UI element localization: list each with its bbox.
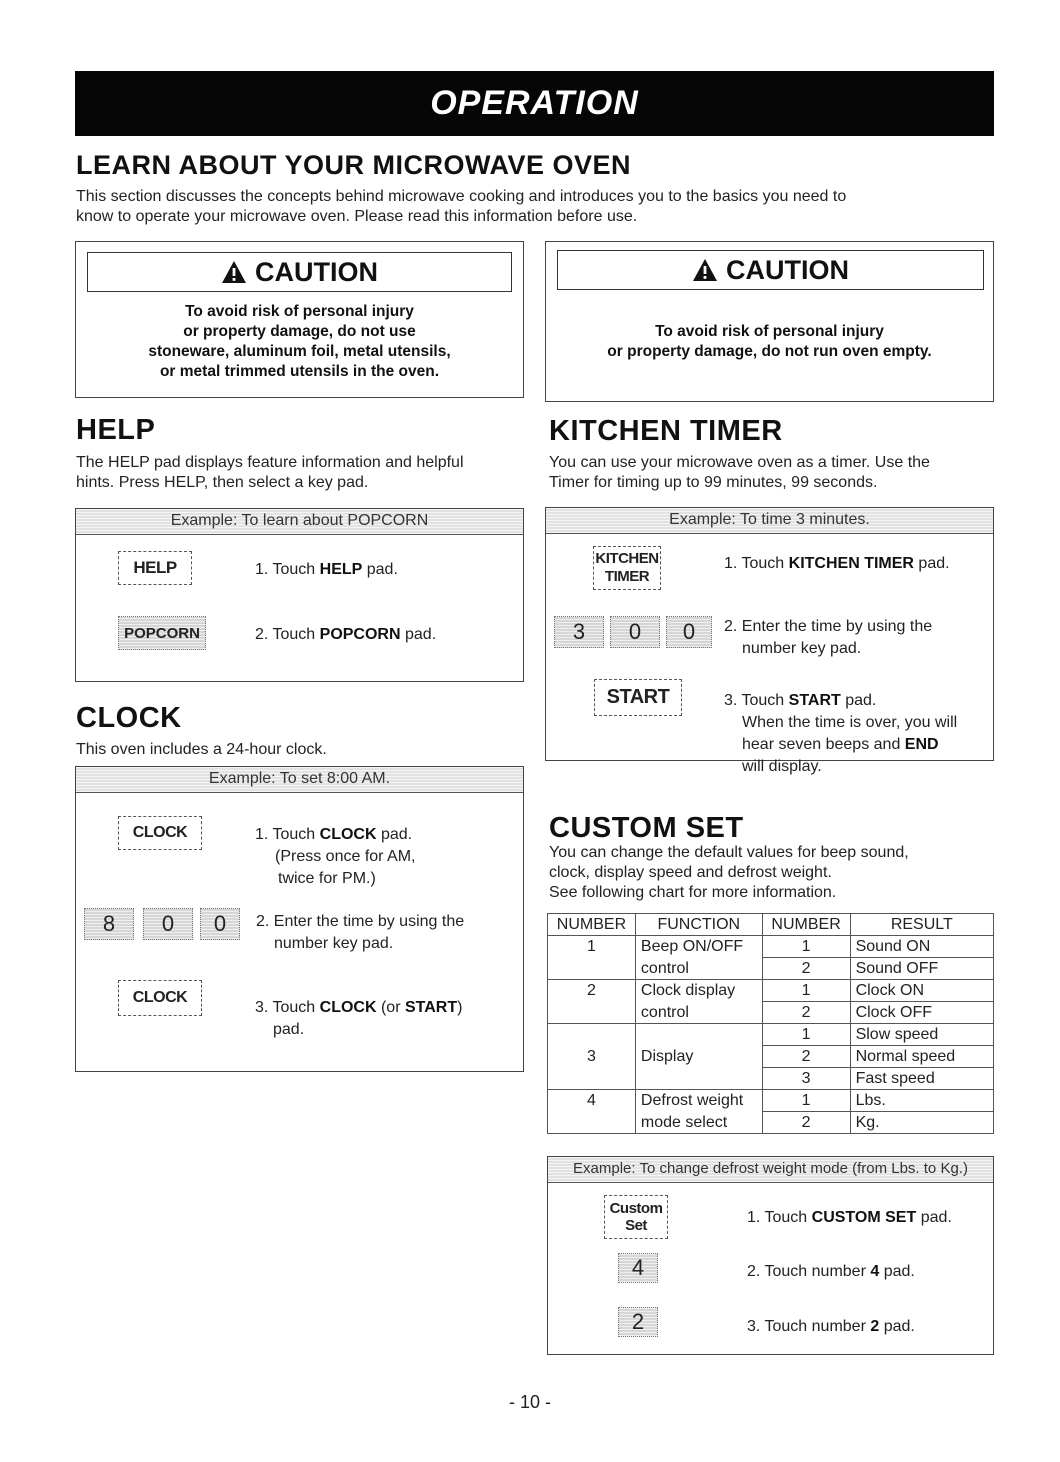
- step-text: pad.: [362, 561, 398, 578]
- step-text: 1. Touch: [255, 561, 320, 578]
- table-cell: Clock OFF: [850, 1002, 993, 1024]
- caution-box-right: [545, 241, 994, 402]
- table-cell: 2: [762, 1112, 850, 1134]
- table-cell: control: [635, 1002, 762, 1024]
- table-cell: Fast speed: [850, 1068, 993, 1090]
- table-cell: Slow speed: [850, 1024, 993, 1046]
- pad-label: KITCHEN: [595, 550, 659, 567]
- timer-desc: [549, 453, 999, 493]
- caution-right-line: or property damage, do not run oven empty.: [607, 343, 932, 360]
- table-header: NUMBER: [762, 914, 850, 936]
- page-number: - 10 -: [508, 1392, 551, 1412]
- popcorn-pad: POPCORN: [118, 616, 206, 650]
- step-text: number key pad.: [274, 935, 394, 952]
- help-line-2: hints. Press HELP, then select a key pad.: [76, 474, 369, 491]
- help-line-1: The HELP pad displays feature information and helpful: [76, 454, 464, 471]
- table-cell: 1: [762, 980, 850, 1002]
- caution-heading-right: [557, 250, 984, 290]
- custom-set-pad: [604, 1195, 668, 1239]
- learn-line-2: know to operate your microwave oven. Please read this information before use.: [76, 208, 638, 225]
- table-cell: 3: [762, 1068, 850, 1090]
- digit-pad: 0: [200, 908, 240, 940]
- custom-step-1: [747, 1207, 952, 1229]
- digit-pad: 0: [610, 616, 660, 648]
- pad-label: Set: [625, 1217, 647, 1234]
- warning-icon: [221, 260, 247, 284]
- digit-pad: 8: [84, 908, 134, 940]
- step-text: number key pad.: [742, 640, 862, 657]
- table-cell: 1: [762, 1090, 850, 1112]
- table-cell: 2: [762, 1002, 850, 1024]
- timer-line-2: Timer for timing up to 99 minutes, 99 seconds.: [549, 474, 878, 491]
- table-cell: Lbs.: [850, 1090, 993, 1112]
- table-cell: 1: [762, 1024, 850, 1046]
- number-pad-4: 4: [618, 1253, 658, 1283]
- learn-intro: [76, 187, 976, 227]
- clock-step-3: [255, 997, 462, 1041]
- step-key: HELP: [319, 561, 363, 578]
- step-text: twice for PM.): [278, 870, 376, 887]
- custom-step-2: [747, 1261, 915, 1283]
- step-text: (Press once for AM,: [275, 848, 416, 865]
- custom-step-3: [747, 1316, 915, 1338]
- step-text: pad.: [916, 1209, 952, 1226]
- help-heading: HELP: [76, 414, 156, 446]
- digit-pad: 0: [143, 908, 193, 940]
- help-desc: [76, 453, 526, 493]
- custom-set-table: [547, 913, 994, 1134]
- table-cell: 2: [548, 980, 636, 1024]
- table-cell: Sound ON: [850, 936, 993, 958]
- table-cell: 2: [762, 958, 850, 980]
- custom-line-3: See following chart for more information.: [549, 884, 837, 901]
- table-header: NUMBER: [548, 914, 636, 936]
- table-cell: Clock ON: [850, 980, 993, 1002]
- digit-pad: 0: [666, 616, 712, 648]
- step-text: 1. Touch: [724, 555, 789, 572]
- number-pad-2: 2: [618, 1307, 658, 1337]
- step-text: pad.: [879, 1318, 915, 1335]
- step-text: 2. Touch: [255, 626, 320, 643]
- table-cell: 2: [762, 1046, 850, 1068]
- table-header-row: [548, 914, 994, 936]
- caution-label-right: CAUTION: [726, 254, 849, 285]
- custom-set-desc: [549, 843, 999, 903]
- start-pad: START: [594, 679, 682, 716]
- table-cell: Normal speed: [850, 1046, 993, 1068]
- banner-title: OPERATION: [430, 84, 639, 122]
- table-cell: 1: [548, 936, 636, 980]
- clock-example-box: [75, 766, 524, 1072]
- caution-text-right: [546, 322, 993, 362]
- table-cell: 3: [548, 1024, 636, 1090]
- caution-heading-left: [87, 252, 512, 292]
- timer-example-box: [545, 507, 994, 775]
- clock-step-2: [256, 911, 464, 955]
- step-text: 3. Touch number: [747, 1318, 871, 1335]
- table-header: RESULT: [850, 914, 993, 936]
- step-text: 3. Touch: [255, 999, 320, 1016]
- step-text: pad.: [400, 626, 437, 643]
- step-key: CLOCK: [319, 999, 377, 1016]
- table-cell: 4: [548, 1090, 636, 1134]
- step-key: CLOCK: [319, 826, 377, 843]
- caution-left-line: To avoid risk of personal injury: [185, 303, 414, 320]
- kitchen-timer-pad: [593, 546, 661, 590]
- timer-line-1: You can use your microwave oven as a timer. Use the: [549, 454, 930, 471]
- caution-left-line: or metal trimmed utensils in the oven.: [159, 363, 440, 380]
- table-cell: 1: [762, 936, 850, 958]
- help-step-2: [255, 624, 436, 646]
- step-key: 4: [870, 1263, 880, 1280]
- clock-example-bar: Example: To set 8:00 AM.: [76, 767, 523, 793]
- timer-step-1: [724, 553, 950, 575]
- table-cell: Kg.: [850, 1112, 993, 1134]
- timer-step-3: [724, 690, 957, 778]
- help-pad: HELP: [118, 551, 192, 585]
- timer-step-2: [724, 616, 932, 660]
- help-example-box: [75, 508, 524, 682]
- caution-left-line: stoneware, aluminum foil, metal utensils,: [148, 343, 451, 360]
- step-text: pad.: [879, 1263, 915, 1280]
- table-row: [548, 1090, 994, 1112]
- clock-pad: CLOCK: [118, 816, 202, 850]
- step-key: CUSTOM SET: [811, 1209, 917, 1226]
- step-text: 3. Touch: [724, 692, 789, 709]
- clock-desc: This oven includes a 24-hour clock.: [76, 741, 327, 758]
- caution-right-line: To avoid risk of personal injury: [655, 323, 884, 340]
- step-text: 2. Enter the time by using the: [724, 618, 933, 635]
- step-text: pad.: [376, 826, 413, 843]
- custom-example-bar: Example: To change defrost weight mode (from Lbs. to Kg.): [548, 1157, 993, 1183]
- step-text: hear seven beeps and: [742, 736, 905, 753]
- table-cell: Beep ON/OFF: [635, 936, 762, 958]
- learn-heading: LEARN ABOUT YOUR MICROWAVE OVEN: [76, 150, 632, 180]
- clock-heading: CLOCK: [76, 702, 182, 734]
- table-cell: control: [635, 958, 762, 980]
- clock-step-1: [255, 824, 416, 890]
- clock-pad: CLOCK: [118, 980, 202, 1016]
- step-key: POPCORN: [319, 626, 401, 643]
- table-cell: Clock display: [635, 980, 762, 1002]
- step-text: 2. Enter the time by using the: [256, 913, 465, 930]
- timer-example-bar: Example: To time 3 minutes.: [546, 508, 993, 534]
- help-example-bar: Example: To learn about POPCORN: [76, 509, 523, 535]
- pad-label: TIMER: [604, 568, 650, 585]
- custom-line-2: clock, display speed and defrost weight.: [549, 864, 832, 881]
- pad-label: Custom: [609, 1200, 663, 1217]
- caution-left-line: or property damage, do not use: [183, 323, 416, 340]
- step-text: pad.: [913, 555, 950, 572]
- table-cell: Sound OFF: [850, 958, 993, 980]
- step-key: 2: [870, 1318, 880, 1335]
- table-cell: mode select: [635, 1112, 762, 1134]
- step-key: END: [904, 736, 939, 753]
- step-text: When the time is over, you will: [742, 714, 958, 731]
- custom-line-1: You can change the default values for beep sound,: [549, 844, 909, 861]
- step-text: 2. Touch number: [747, 1263, 871, 1280]
- step-text: pad.: [273, 1021, 305, 1038]
- caution-label-left: CAUTION: [255, 256, 378, 287]
- table-header: FUNCTION: [635, 914, 762, 936]
- table-row: [548, 1024, 994, 1046]
- step-text: will display.: [742, 758, 822, 775]
- help-step-1: [255, 559, 398, 581]
- caution-box-left: [75, 241, 524, 398]
- caution-text-left: [76, 302, 523, 382]
- step-key: START: [404, 999, 458, 1016]
- step-key: START: [788, 692, 841, 709]
- timer-heading: KITCHEN TIMER: [549, 415, 783, 447]
- step-text: (or: [376, 999, 405, 1016]
- custom-example-box: [547, 1156, 994, 1355]
- custom-set-heading: CUSTOM SET: [549, 812, 744, 844]
- table-cell: Display: [635, 1024, 762, 1090]
- table-cell: Defrost weight: [635, 1090, 762, 1112]
- operation-banner: [75, 71, 994, 136]
- step-text: ): [457, 999, 463, 1016]
- step-text: pad.: [840, 692, 877, 709]
- table-row: [548, 980, 994, 1002]
- step-text: 1. Touch: [255, 826, 320, 843]
- digit-pad: 3: [554, 616, 604, 648]
- learn-line-1: This section discusses the concepts behind microwave cooking and introduces you to the basics you need to: [76, 188, 847, 205]
- table-row: [548, 936, 994, 958]
- warning-icon: [692, 258, 718, 282]
- step-text: 1. Touch: [747, 1209, 812, 1226]
- step-key: KITCHEN TIMER: [788, 555, 914, 572]
